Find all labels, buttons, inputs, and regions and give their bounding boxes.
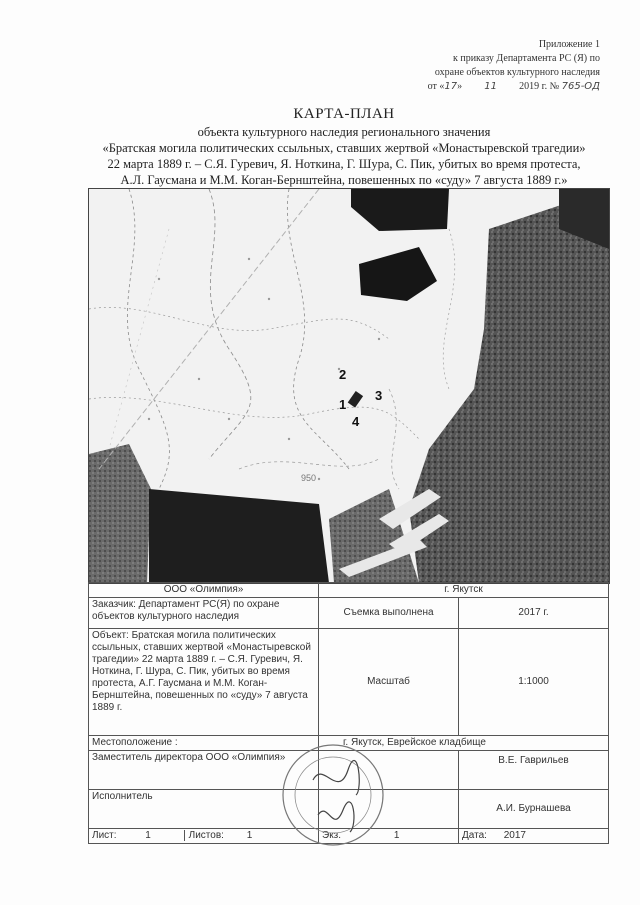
sheet-label: Лист:	[92, 830, 117, 841]
copy-label: Экз.	[322, 830, 342, 841]
dark-block-bottom	[149, 489, 329, 583]
map-image	[89, 189, 609, 583]
appendix-order-line	[400, 80, 600, 94]
map-point-label-2: 2	[339, 367, 347, 382]
title-line-4: А.Л. Гаусмана и М.М. Коган-Бернштейна, повешенных по «суду» 7 августа 1889 г.»	[120, 173, 568, 187]
survey-label-cell: Съемка выполнена	[319, 598, 459, 629]
map-point-label-3: 3	[375, 388, 383, 403]
copy-value: 1	[393, 830, 400, 841]
title-line-2: «Братская могила политических ссыльных, ставших жертвой «Монастыревской трагедии»	[102, 141, 586, 155]
sheet-value: 1	[145, 830, 151, 841]
executor-label-cell: Исполнитель	[89, 790, 319, 829]
executor-signature-cell	[319, 790, 459, 829]
company-cell: ООО «Олимпия»	[89, 583, 319, 598]
sheets-label: Листов:	[184, 830, 224, 841]
stamp-table	[88, 582, 609, 844]
customer-cell: Заказчик: Департамент РС(Я) по охране объектов культурного наследия	[89, 598, 319, 629]
order-month: 11	[484, 81, 497, 92]
appendix-line-1: Приложение 1	[538, 39, 600, 50]
copy-info-cell	[319, 829, 459, 844]
object-cell: Объект: Братская могила политических ссыльных, ставших жертвой «Монастыревской трагедии» 22 марта 1889 г. – С.Я. Гуревич, Я. Ноткина, Г. Шура, С. Пик, убитых во время протеста, А.Г. Гаусмана и М.М. Коган-Бернштейна, повешенных по «суду» 7 августа 1889 г.	[89, 629, 319, 736]
date-prefix: от «	[427, 81, 445, 92]
survey-year-cell: 2017 г.	[459, 598, 609, 629]
sheets-value: 1	[246, 830, 253, 841]
date-mid: »	[457, 81, 463, 92]
order-year: 2019 г. №	[519, 81, 560, 92]
title-line-1: объекта культурного наследия регионального значения	[197, 125, 491, 139]
title-line-3: 22 марта 1889 г. – С.Я. Гуревич, Я. Ноткина, Г. Шура, С. Пик, убитых во время протеста,	[107, 157, 581, 171]
appendix-header	[400, 38, 600, 94]
map-label-950: 950	[301, 473, 317, 483]
order-day: 17	[444, 81, 458, 92]
deputy-signature-cell	[319, 751, 459, 790]
city-cell: г. Якутск	[319, 583, 609, 598]
map-plan	[88, 188, 610, 584]
sheet-info-cell	[89, 829, 319, 844]
scale-label-cell: Масштаб	[319, 629, 459, 736]
map-point-label-1: 1	[339, 397, 347, 412]
location-label-cell: Местоположение :	[89, 736, 319, 751]
date-value: 2017	[503, 830, 526, 841]
map-point-label-4: 4	[352, 414, 360, 429]
date-info-cell	[459, 829, 609, 844]
executor-name-cell: А.И. Бурнашева	[459, 790, 609, 829]
page-title: КАРТА-ПЛАН	[293, 106, 395, 122]
scale-value-cell: 1:1000	[459, 629, 609, 736]
title-block	[78, 106, 610, 188]
deputy-label-cell: Заместитель директора ООО «Олимпия»	[89, 751, 319, 790]
location-value-cell: г. Якутск, Еврейское кладбище	[319, 736, 609, 751]
appendix-line-3: охране объектов культурного наследия	[434, 67, 600, 78]
order-number: 765-ОД	[561, 81, 600, 92]
deputy-name-cell: В.Е. Гаврильев	[459, 751, 609, 790]
appendix-line-2: к приказу Департамента РС (Я) по	[452, 53, 600, 64]
date-label: Дата:	[462, 830, 487, 841]
